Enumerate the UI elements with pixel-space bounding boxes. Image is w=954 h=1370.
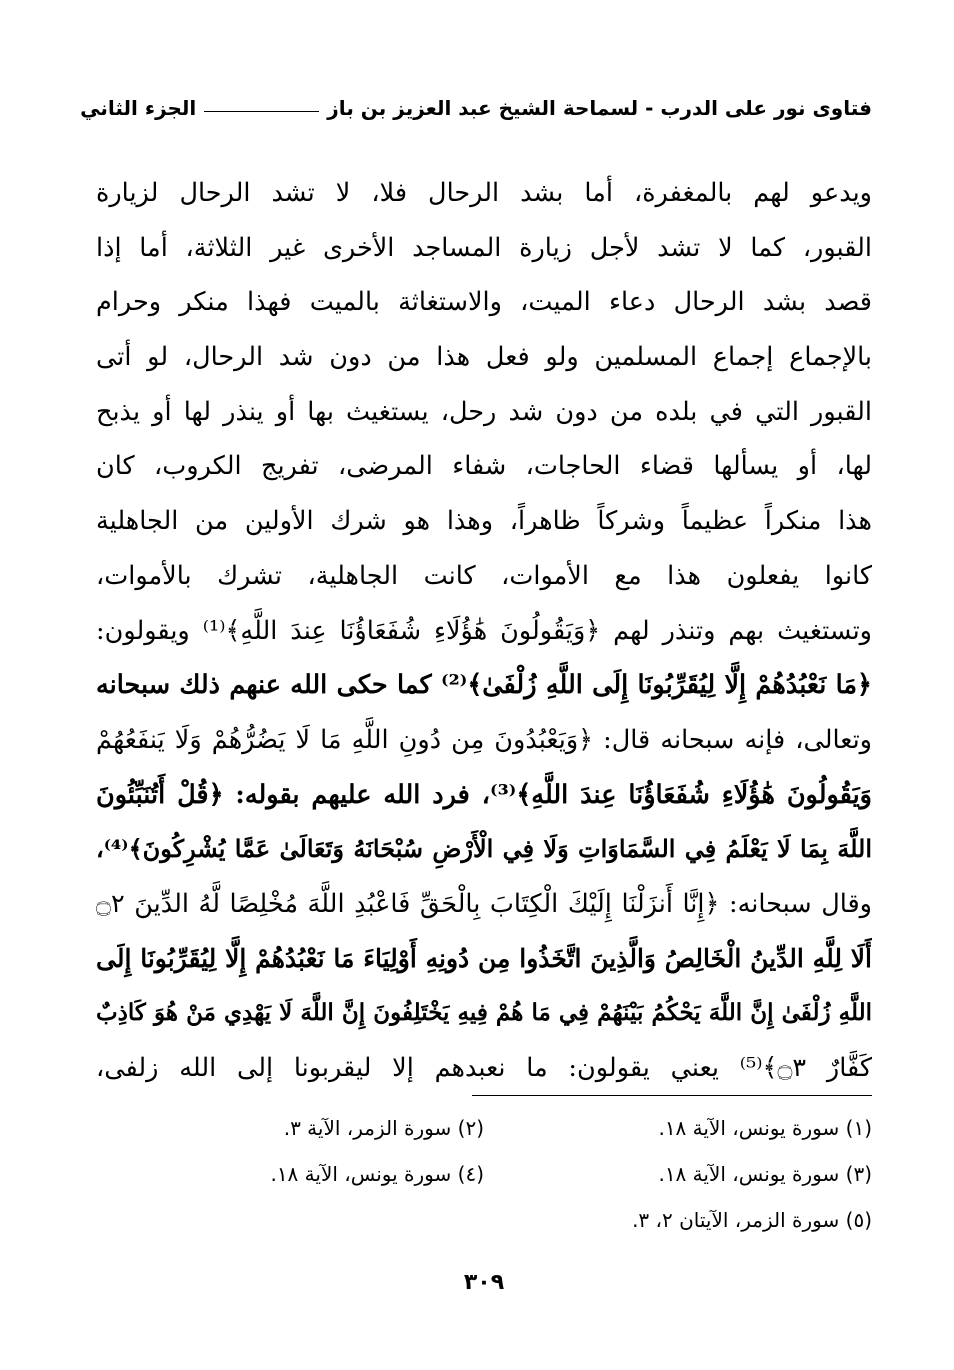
body-line: هذا منكراً عظيماً وشركاً ظاهراً، وهذا هو شرك الأولين من الجاهلية bbox=[96, 506, 872, 537]
footnote-row bbox=[96, 1197, 872, 1243]
footnote-1: (١) سورة يونس، الآية ١٨. bbox=[658, 1116, 872, 1140]
body-line: كَفَّارٌ ۝٣﴾⁽⁵⁾ يعني يقولون: ما نعبدهم إلا ليقربونا إلى الله زلفى، bbox=[96, 1053, 872, 1083]
body-line: القبور، كما لا تشد لأجل زيارة المساجد الأخرى غير الثلاثة، أما إذا bbox=[96, 232, 872, 263]
body-line: ويدعو لهم بالمغفرة، أما بشد الرحال فلا، لا تشد الرحال لزيارة bbox=[96, 178, 872, 208]
footnote-5: (٥) سورة الزمر، الآيتان ٢، ٣. bbox=[632, 1208, 872, 1232]
book-page bbox=[80, 92, 872, 1332]
header-rule bbox=[204, 111, 319, 112]
footnote-divider bbox=[472, 1095, 872, 1096]
footnotes bbox=[96, 1105, 872, 1243]
footnote-row bbox=[96, 1105, 872, 1151]
header-title: فتاوى نور على الدرب - لسماحة الشيخ عبد العزيز بن باز bbox=[327, 96, 872, 120]
quran-verse-line: اللَّهِ زُلْفَىٰ إِنَّ اللَّهَ يَحْكُمُ بَيْنَهُمْ فِي مَا هُمْ فِيهِ يَخْتَلِفُونَ إِنَّ اللَّهَ لَا يَهْدِي مَنْ هُوَ كَاذِبٌ bbox=[96, 999, 872, 1027]
quran-verse-line: اللَّهَ بِمَا لَا يَعْلَمُ فِي السَّمَاوَاتِ وَلَا فِي الْأَرْضِ سُبْحَانَهُ وَتَعَالَىٰ عَمَّا يُشْرِكُونَ﴾⁽⁴⁾، bbox=[96, 834, 872, 864]
body-line: بالإجماع إجماع المسلمين ولو فعل هذا من دون شد الرحال، لو أتى bbox=[96, 342, 872, 373]
running-header bbox=[80, 92, 872, 124]
body-line: وتستغيث بهم وتنذر لهم ﴿وَيَقُولُونَ هَٰؤُلَاءِ شُفَعَاؤُنَا عِندَ اللَّهِ﴾⁽¹⁾ ويقولون: bbox=[96, 615, 872, 646]
body-line: وقال سبحانه: ﴿إِنَّا أَنزَلْنَا إِلَيْكَ الْكِتَابَ بِالْحَقِّ فَاعْبُدِ اللَّهَ مُخْلِصًا لَّهُ الدِّينَ ۝٢ bbox=[96, 888, 872, 919]
quran-verse-line: أَلَا لِلَّهِ الدِّينُ الْخَالِصُ وَالَّذِينَ اتَّخَذُوا مِن دُونِهِ أَوْلِيَاءَ مَا نَعْبُدُهُمْ إِلَّا لِيُقَرِّبُونَا إِلَى bbox=[96, 943, 872, 973]
footnote-3: (٣) سورة يونس، الآية ١٨. bbox=[658, 1162, 872, 1186]
body-line: قصد بشد الرحال دعاء الميت، والاستغاثة بالميت فهذا منكر وحرام bbox=[96, 287, 872, 318]
footnote-4: (٤) سورة يونس، الآية ١٨. bbox=[270, 1162, 484, 1186]
body-line: القبور التي في بلده من دون شد رحل، يستغيث بها أو ينذر لها أو يذبح bbox=[96, 396, 872, 427]
quran-verse-line: ﴿مَا نَعْبُدُهُمْ إِلَّا لِيُقَرِّبُونَا إِلَى اللَّهِ زُلْفَىٰ﴾⁽²⁾ كما حكى الله عنهم ذلك سبحانه bbox=[96, 670, 872, 701]
footnote-row bbox=[96, 1151, 872, 1197]
quran-verse-line: وَيَقُولُونَ هَٰؤُلَاءِ شُفَعَاؤُنَا عِندَ اللَّهِ﴾⁽³⁾، فرد الله عليهم بقوله: ﴿قُلْ أَتُنَبِّئُونَ bbox=[96, 779, 872, 810]
fatwa-body bbox=[96, 166, 872, 1096]
header-part: الجزء الثاني bbox=[80, 96, 197, 120]
body-line: وتعالى، فإنه سبحانه قال: ﴿وَيَعْبُدُونَ مِن دُونِ اللَّهِ مَا لَا يَضُرُّهُمْ وَلَا يَنفَعُهُمْ bbox=[96, 724, 872, 755]
footnote-2: (٢) سورة الزمر، الآية ٣. bbox=[283, 1116, 484, 1140]
page-number: ٣٠٩ bbox=[463, 1270, 505, 1295]
body-line: لها، أو يسألها قضاء الحاجات، شفاء المرضى، تفريج الكروب، كان bbox=[96, 451, 872, 482]
body-line: كانوا يفعلون هذا مع الأموات، كانت الجاهلية، تشرك بالأموات، bbox=[96, 560, 872, 591]
